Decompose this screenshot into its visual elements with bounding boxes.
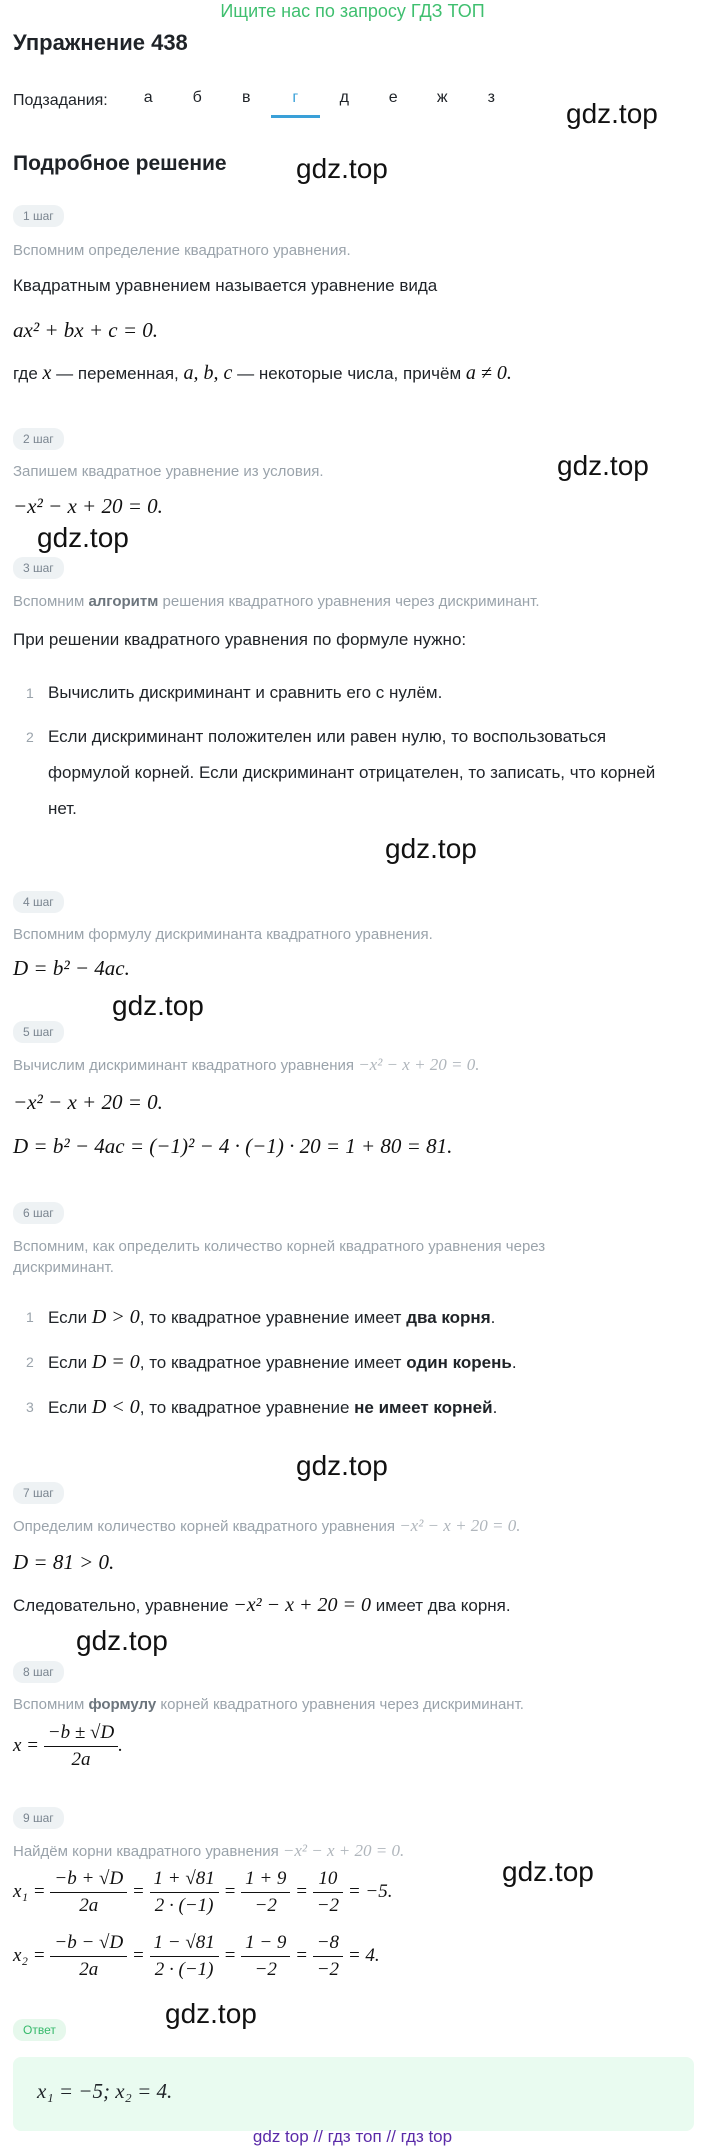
item-end: . [492, 1398, 498, 1417]
step-hint [13, 1841, 404, 1861]
formula: D = b² − 4ac = (−1)² − 4 · (−1) · 20 = 1 + 80 = 81. [13, 1134, 453, 1158]
step-hint [13, 1055, 480, 1075]
denominator: 2 · (−1) [154, 1895, 214, 1916]
formula-x1: x₁ = $\frac{-b + √D}{2a}$ = $\frac{1 + √81}{2 \cdot (-1)}$ = $\frac{1 + 9}{-2}$ = $\frac{10}{-2}$ = −5. [13, 1868, 393, 1916]
step-hint: Вспомним определение квадратного уравнения. [13, 242, 351, 259]
formula-end: = 4. [347, 1944, 380, 1966]
numerator: −b + √D [50, 1868, 127, 1893]
hint-bold: алгоритм [88, 593, 159, 610]
search-banner: Ищите нас по запросу ГДЗ ТОП [220, 1, 485, 21]
step-text [13, 1594, 511, 1617]
step-badge: 7 шаг [13, 1482, 64, 1504]
list-item-text [48, 1340, 658, 1385]
step-badge: 3 шаг [13, 557, 64, 579]
watermark: gdz.top [37, 522, 129, 553]
item-pre: Если [48, 1353, 88, 1372]
list-item-text: Вычислить дискриминант и сравнить его с нулём. [48, 683, 443, 702]
formula-end: = −5. [347, 1880, 393, 1902]
list-number: 1 [26, 1309, 34, 1325]
hint-post: корней квадратного уравнения через дискриминант. [160, 1696, 524, 1713]
tab-d[interactable]: д [339, 88, 349, 106]
list-item [26, 719, 666, 827]
item-mid: , то квадратное уравнение имеет [139, 1308, 402, 1327]
subtask-tabs [124, 85, 516, 118]
item-mid: , то квадратное уравнение [139, 1398, 350, 1417]
step-hint [13, 593, 540, 610]
watermark: gdz.top [502, 1856, 594, 1887]
watermark: gdz.top [385, 833, 477, 864]
numerator: 1 − 9 [241, 1932, 290, 1957]
formula: ax² + bx + c = 0. [13, 318, 159, 342]
tab-b[interactable]: б [192, 88, 202, 106]
bottom-links[interactable]: gdz top // гдз топ // гдз top [252, 2127, 453, 2146]
list-item [26, 1295, 666, 1340]
list-number: 1 [26, 685, 34, 701]
section-title: Подробное решение [13, 152, 227, 175]
note-abc: a, b, c [183, 362, 233, 384]
hint-bold: формулу [88, 1696, 157, 1713]
denominator: −2 [254, 1959, 277, 1980]
list-item [26, 675, 666, 711]
numerator: 1 − √81 [150, 1932, 219, 1957]
hint-pre: Вспомним [13, 593, 85, 610]
fraction [50, 1932, 127, 1981]
tab-e[interactable]: е [388, 88, 398, 106]
step-hint: Вспомним формулу дискриминанта квадратного уравнения. [13, 926, 433, 943]
watermark: gdz.top [296, 153, 388, 184]
step-badge: 8 шаг [13, 1661, 64, 1683]
numerator: −8 [313, 1932, 343, 1957]
fraction [241, 1868, 290, 1917]
watermark: gdz.top [165, 1998, 257, 2029]
fraction [50, 1868, 127, 1917]
step-badge: 1 шаг [13, 205, 64, 227]
denominator: −2 [316, 1959, 340, 1980]
step-badge: 9 шаг [13, 1807, 64, 1829]
item-pre: Если [48, 1308, 88, 1327]
list-item [26, 1385, 666, 1430]
numerator: 1 + √81 [150, 1868, 219, 1893]
tab-a[interactable]: а [143, 88, 153, 106]
formula [13, 1722, 123, 1771]
fraction [150, 1868, 219, 1917]
hint-pre: Вспомним [13, 1696, 85, 1713]
step-badge: 2 шаг [13, 428, 64, 450]
fraction [150, 1932, 219, 1981]
formula: D = 81 > 0. [13, 1550, 115, 1574]
numerator: 1 + 9 [241, 1868, 290, 1893]
step-hint: Запишем квадратное уравнение из условия. [13, 463, 324, 480]
hint-text: Вычислим дискриминант квадратного уравнения [13, 1057, 355, 1074]
ordered-list [26, 675, 666, 827]
ordered-list [26, 1295, 666, 1430]
item-math: D > 0 [91, 1306, 140, 1328]
step-note [13, 362, 512, 385]
list-number: 2 [26, 729, 34, 745]
item-end: . [490, 1308, 496, 1327]
item-pre: Если [48, 1398, 88, 1417]
note-var: x [42, 362, 52, 384]
text-math: −x² − x + 20 = 0 [233, 1594, 372, 1616]
subtasks-bar [13, 86, 516, 116]
list-number: 2 [26, 1354, 34, 1370]
formula: −x² − x + 20 = 0. [13, 1090, 163, 1114]
item-bold: один корень [406, 1353, 512, 1372]
answer-value: x₁ = −5; x₂ = 4. [37, 2079, 173, 2103]
denominator: 2a [79, 1895, 99, 1916]
numerator: 10 [313, 1868, 343, 1893]
item-end: . [511, 1353, 517, 1372]
step-hint [13, 1696, 524, 1713]
note-end: — некоторые числа, причём [237, 364, 462, 383]
text-post: имеет два корня. [375, 1596, 511, 1615]
watermark: gdz.top [557, 450, 649, 481]
item-bold: не имеет корней [354, 1398, 493, 1417]
watermark: gdz.top [296, 1450, 388, 1481]
step-badge: 4 шаг [13, 891, 64, 913]
hint-math: −x² − x + 20 = 0. [282, 1841, 405, 1860]
formula-lhs: x₁ = [13, 1880, 46, 1902]
denominator: 2a [79, 1959, 99, 1980]
tab-z[interactable]: з [487, 88, 495, 106]
numerator: −b − √D [50, 1932, 127, 1957]
formula-tail: . [118, 1734, 123, 1756]
hint-math: −x² − x + 20 = 0. [399, 1516, 521, 1535]
formula-x2: x₂ = $\frac{-b - √D}{2a}$ = $\frac{1 - √81}{2 \cdot (-1)}$ = $\frac{1 - 9}{-2}$ = $\frac{-8}{-2}$ = 4. [13, 1932, 380, 1980]
step-text: При решении квадратного уравнения по формуле нужно: [13, 630, 467, 649]
page-title: Упражнение 438 [13, 30, 188, 55]
watermark: gdz.top [76, 1625, 168, 1656]
hint-post: решения квадратного уравнения через дискриминант. [162, 593, 540, 610]
step-text: Квадратным уравнением называется уравнение вида [13, 276, 438, 295]
tab-v[interactable]: в [241, 88, 251, 106]
note-mid: — переменная, [56, 364, 179, 383]
note-cond: a ≠ 0. [465, 362, 512, 384]
item-bold: два корня [406, 1308, 491, 1327]
subtasks-label: Подзадания: [13, 92, 108, 109]
denominator: 2 · (−1) [154, 1959, 214, 1980]
step-hint: Вспомним, как определить количество корней квадратного уравнения через дискриминант. [13, 1238, 546, 1276]
watermark: gdz.top [112, 990, 204, 1021]
formula-lhs: x₂ = [13, 1944, 46, 1966]
fraction [241, 1932, 290, 1981]
text-pre: Следовательно, уравнение [13, 1596, 229, 1615]
list-item-text: Если дискриминант положителен или равен нулю, то воспользоваться формулой корней. Если дискриминант отрицателен, то записать, что корней нет. [48, 727, 656, 818]
list-number: 3 [26, 1399, 34, 1415]
denominator: 2a [71, 1749, 91, 1770]
answer-box [13, 2057, 694, 2131]
answer-badge: Ответ [13, 2019, 66, 2041]
formula: −x² − x + 20 = 0. [13, 494, 163, 518]
fraction [44, 1722, 118, 1771]
formula: D = b² − 4ac. [13, 956, 130, 980]
hint-text: Определим количество корней квадратного уравнения [13, 1518, 396, 1535]
watermark: gdz.top [566, 98, 658, 129]
step-hint [13, 1516, 521, 1536]
tab-zh[interactable]: ж [436, 88, 448, 106]
list-item-text [48, 1385, 658, 1430]
item-mid: , то квадратное уравнение имеет [139, 1353, 402, 1372]
fraction [313, 1932, 343, 1981]
note-prefix: где [13, 364, 38, 383]
hint-text: Найдём корни квадратного уравнения [13, 1843, 279, 1860]
tab-g[interactable]: г [271, 85, 320, 118]
item-math: D < 0 [91, 1396, 140, 1418]
list-item [26, 1340, 666, 1385]
hint-math: −x² − x + 20 = 0. [358, 1055, 480, 1074]
fraction [313, 1868, 343, 1917]
formula-lhs: x = [13, 1734, 40, 1756]
step-badge: 6 шаг [13, 1202, 64, 1224]
denominator: −2 [316, 1895, 340, 1916]
denominator: −2 [254, 1895, 277, 1916]
numerator: −b ± √D [44, 1722, 118, 1747]
step-badge: 5 шаг [13, 1021, 64, 1043]
item-math: D = 0 [91, 1351, 140, 1373]
list-item-text [48, 1295, 658, 1340]
